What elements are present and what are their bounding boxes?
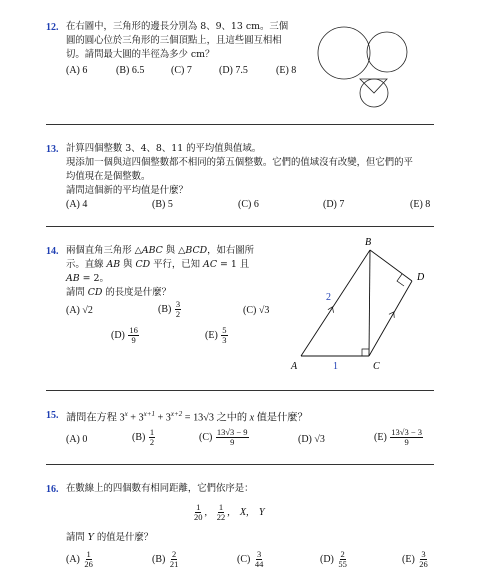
text: 請問	[66, 532, 88, 543]
text: 請問在方程 3	[66, 412, 125, 424]
denominator: 9	[230, 437, 235, 447]
denominator: 2	[149, 437, 155, 447]
q14-option-e[interactable]	[205, 326, 229, 345]
option-label: (A)	[66, 553, 80, 565]
q15-option-a[interactable]: (A) 0	[66, 434, 88, 445]
label-a: A	[291, 361, 298, 372]
q16-option-c[interactable]	[237, 550, 265, 569]
text: = 2。	[79, 273, 109, 284]
fraction	[193, 503, 204, 522]
q15-number: 15.	[46, 410, 59, 421]
numerator: 1	[218, 502, 224, 512]
q14-option-a[interactable]: (A) √2	[66, 305, 93, 316]
math-bcd: △BCD	[178, 245, 208, 256]
math-y: Y	[87, 532, 94, 543]
separator	[46, 464, 434, 465]
q16-option-d[interactable]	[320, 550, 349, 569]
denominator: 9	[404, 437, 409, 447]
q16-option-a[interactable]	[66, 550, 95, 569]
text: 平行，已知	[150, 259, 204, 270]
numerator: 16	[129, 325, 138, 335]
denominator: 26	[419, 559, 428, 569]
q12-option-a[interactable]: (A) 6	[66, 65, 88, 76]
numerator: 1	[196, 502, 201, 512]
text: = 13√3 之中的	[182, 412, 250, 424]
q14-line-1	[66, 244, 254, 257]
numerator: 1	[149, 427, 155, 437]
fraction	[169, 550, 180, 569]
q13-option-e[interactable]: (E) 8	[410, 199, 431, 210]
option-label: (B)	[132, 431, 146, 443]
separator	[46, 390, 434, 391]
math-abc: △ABC	[134, 245, 163, 256]
q14-line-4	[66, 286, 171, 299]
text: 的值是什麼？	[93, 532, 154, 543]
numerator: 5	[222, 325, 227, 335]
q13-line-2: 現添加一個與這四個整數都不相同的第五個整數。它們的值域沒有改變，但它們的平	[66, 157, 413, 168]
denominator: 2	[175, 309, 181, 319]
option-label: (E)	[402, 553, 415, 565]
option-label: (E)	[374, 431, 387, 443]
fraction	[83, 550, 94, 569]
separator	[46, 226, 434, 227]
math-cd: CD	[135, 259, 151, 270]
option-label: (C)	[199, 431, 213, 443]
math-ac: AC	[203, 259, 217, 270]
fraction	[337, 550, 348, 569]
fraction	[216, 503, 227, 522]
numerator: 3	[421, 549, 426, 559]
fraction	[128, 326, 139, 345]
q13-option-b[interactable]: (B) 5	[152, 199, 173, 210]
q13-line-4: 請問這個新的平均值是什麼？	[66, 185, 188, 196]
math-x: x	[249, 412, 255, 424]
denominator: 44	[254, 559, 264, 569]
label-d: D	[417, 272, 425, 283]
q16-line-2	[66, 531, 153, 544]
text: + 3	[127, 412, 144, 424]
label-c: C	[373, 361, 380, 372]
numerator: 13√3 − 3	[391, 427, 422, 437]
math-ab: AB	[106, 259, 121, 270]
q13-option-c[interactable]: (C) 6	[238, 199, 259, 210]
text: 值是什麼？	[254, 412, 308, 424]
q13-line-3: 均值現在是個整數。	[66, 171, 151, 182]
q15-option-e[interactable]	[374, 428, 424, 447]
text: 兩個直角三角形	[66, 245, 135, 256]
math-x: X,	[239, 506, 249, 518]
q14-number: 14.	[46, 246, 59, 257]
denominator: 22	[216, 512, 226, 522]
fraction	[221, 326, 227, 345]
q12-option-d[interactable]: (D) 7.5	[219, 65, 248, 76]
exponent: x+2	[170, 410, 183, 418]
fraction	[390, 428, 423, 447]
q14-line-2	[66, 258, 249, 271]
q15-line-1	[66, 408, 308, 424]
q16-sequence	[192, 503, 265, 522]
q12-option-e[interactable]: (E) 8	[276, 65, 297, 76]
option-label: (D)	[320, 553, 334, 565]
fraction	[418, 550, 429, 569]
exponent: x+1	[143, 410, 155, 418]
q16-line-1: 在數線上的四個數有相同距離，它們依序是：	[66, 483, 254, 494]
text: 請問	[66, 287, 88, 298]
option-label: (B)	[152, 553, 166, 565]
q15-option-d[interactable]: (D) √3	[298, 434, 325, 445]
q16-option-e[interactable]	[402, 550, 430, 569]
numerator: 2	[171, 549, 177, 559]
text: ，如右圖所	[207, 245, 255, 256]
label-ac-length: 1	[333, 361, 338, 372]
denominator: 55	[338, 559, 347, 569]
q13-number: 13.	[46, 144, 59, 155]
option-label: (E)	[205, 329, 218, 341]
q12-line-2: 圓的圓心位於三角形的三個頂點上，且這些圓互相相	[66, 35, 282, 46]
math-ab: AB	[66, 273, 80, 284]
fraction	[149, 428, 155, 447]
denominator: 9	[131, 335, 136, 345]
q16-number: 16.	[46, 484, 59, 495]
numerator: 1	[86, 549, 91, 559]
q12-line-3: 切。請問最大圓的半徑為多少 cm？	[66, 49, 215, 60]
separator	[46, 124, 434, 125]
option-label: (C)	[237, 553, 251, 565]
label-b: B	[365, 237, 372, 248]
denominator: 20	[194, 512, 203, 522]
numerator: 3	[256, 549, 262, 559]
q12-line-1: 在右圖中，三角形的邊長分別為 8、9、13 cm。三個	[66, 21, 289, 32]
q15-option-c[interactable]	[199, 428, 250, 447]
q14-triangle-figure	[285, 235, 435, 375]
label-ab-length: 2	[326, 292, 331, 303]
math-cd: CD	[87, 287, 103, 298]
numerator: 3	[175, 299, 181, 309]
denominator: 26	[84, 559, 93, 569]
exponent: x	[124, 410, 128, 418]
denominator: 3	[222, 335, 227, 345]
q12-option-b[interactable]: (B) 6.5	[116, 65, 145, 76]
q15-option-b[interactable]	[132, 428, 156, 447]
q13-line-1: 計算四個整數 3、4、8、11 的平均值與值域。	[66, 143, 262, 154]
q13-option-a[interactable]: (A) 4	[66, 199, 88, 210]
q12-option-c[interactable]: (C) 7	[171, 65, 192, 76]
text: 示。直線	[66, 259, 107, 270]
text: 與	[120, 259, 136, 270]
q12-circles-figure	[315, 16, 435, 112]
option-label: (D)	[111, 329, 125, 341]
numerator: 2	[340, 549, 345, 559]
q14-line-3	[66, 272, 109, 285]
q14-option-c[interactable]: (C) √3	[243, 305, 270, 316]
q13-option-d[interactable]: (D) 7	[323, 199, 345, 210]
q14-option-d[interactable]	[111, 326, 140, 345]
option-label: (B)	[158, 303, 172, 315]
fraction	[175, 300, 181, 319]
text: 與	[162, 245, 179, 256]
q14-option-b[interactable]	[158, 300, 182, 319]
text: + 3	[154, 412, 171, 424]
q12-number: 12.	[46, 22, 59, 33]
text: 的長度是什麼？	[102, 287, 172, 298]
q16-option-b[interactable]	[152, 550, 180, 569]
denominator: 21	[169, 559, 179, 569]
text: ,	[227, 506, 230, 518]
text: ,	[204, 506, 208, 518]
fraction	[216, 428, 249, 447]
math-y: Y	[258, 506, 265, 518]
numerator: 13√3 − 9	[216, 427, 248, 437]
fraction	[254, 550, 265, 569]
text: = 1 且	[217, 259, 250, 270]
